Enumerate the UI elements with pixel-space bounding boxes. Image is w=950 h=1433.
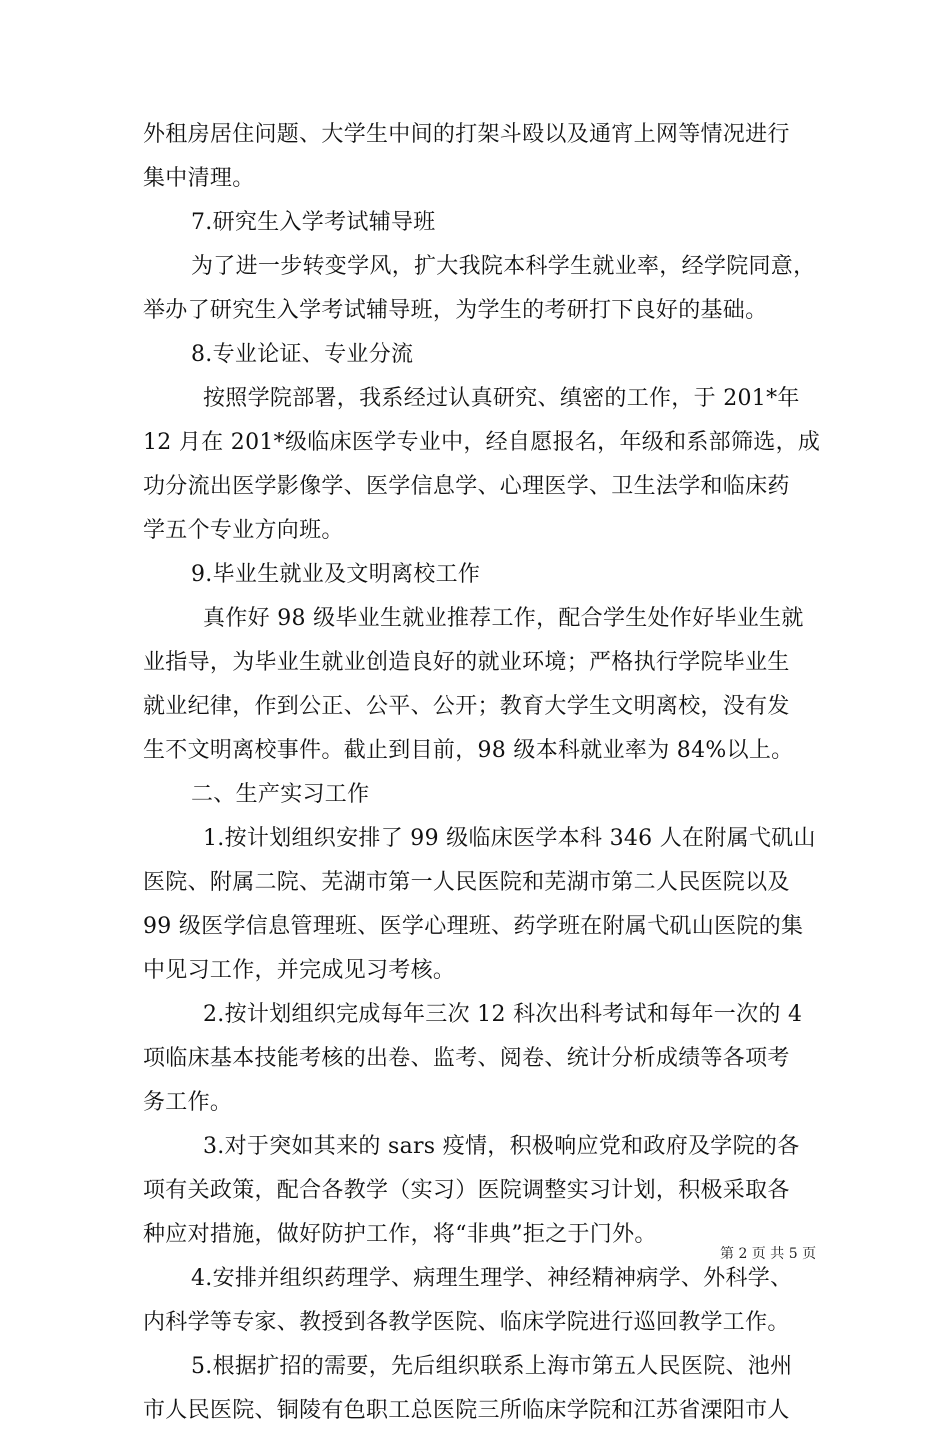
body-line: 真作好 98 级毕业生就业推荐工作，配合学生处作好毕业生就 [203,606,804,631]
page-number-footer: 第 2 页 共 5 页 [720,1246,817,1262]
body-line: 按照学院部署，我系经过认真研究、缜密的工作，于 201*年 [203,386,800,411]
body-line: 外租房居住问题、大学生中间的打架斗殴以及通宵上网等情况进行 [143,122,790,147]
body-line: 项有关政策，配合各教学（实习）医院调整实习计划，积极采取各 [143,1178,790,1203]
section-heading: 二、生产实习工作 [191,782,370,807]
body-line: 为了进一步转变学风，扩大我院本科学生就业率，经学院同意， [191,254,816,279]
body-line: 1.按计划组织安排了 99 级临床医学本科 346 人在附属弋矶山 [203,826,816,851]
body-line: 就业纪律，作到公正、公平、公开；教育大学生文明离校，没有发 [143,694,790,719]
body-line: 务工作。 [143,1090,233,1115]
body-line: 2.按计划组织完成每年三次 12 科次出科考试和每年一次的 4 [203,1002,803,1027]
body-line: 内科学等专家、教授到各教学医院、临床学院进行巡回教学工作。 [143,1310,790,1335]
body-line: 市人民医院、铜陵有色职工总医院三所临床学院和江苏省溧阳市人 [143,1398,790,1423]
section-heading: 9.毕业生就业及文明离校工作 [191,562,481,587]
body-line: 业指导，为毕业生就业创造良好的就业环境；严格执行学院毕业生 [143,650,790,675]
body-line: 功分流出医学影像学、医学信息学、心理医学、卫生法学和临床药 [143,474,790,499]
document-body [143,113,823,1433]
body-line: 举办了研究生入学考试辅导班，为学生的考研打下良好的基础。 [143,298,768,323]
body-line: 4.安排并组织药理学、病理生理学、神经精神病学、外科学、 [191,1266,793,1291]
body-line: 学五个专业方向班。 [143,518,344,543]
body-line: 12 月在 201*级临床医学专业中，经自愿报名，年级和系部筛选，成 [143,430,821,455]
body-line: 3.对于突如其来的 sars 疫情，积极响应党和政府及学院的各 [203,1134,800,1159]
body-line: 医院、附属二院、芜湖市第一人民医院和芜湖市第二人民医院以及 [143,870,790,895]
body-line: 项临床基本技能考核的出卷、监考、阅卷、统计分析成绩等各项考 [143,1046,790,1071]
body-line: 生不文明离校事件。截止到目前，98 级本科就业率为 84%以上。 [143,738,794,763]
body-line: 5.根据扩招的需要，先后组织联系上海市第五人民医院、池州 [191,1354,793,1379]
body-line: 中见习工作，并完成见习考核。 [143,958,456,983]
body-line: 集中清理。 [143,166,255,191]
body-line: 种应对措施，做好防护工作，将“非典”拒之于门外。 [143,1222,657,1247]
section-heading: 8.专业论证、专业分流 [191,342,414,367]
section-heading: 7.研究生入学考试辅导班 [191,210,436,235]
body-line: 99 级医学信息管理班、医学心理班、药学班在附属弋矶山医院的集 [143,914,804,939]
